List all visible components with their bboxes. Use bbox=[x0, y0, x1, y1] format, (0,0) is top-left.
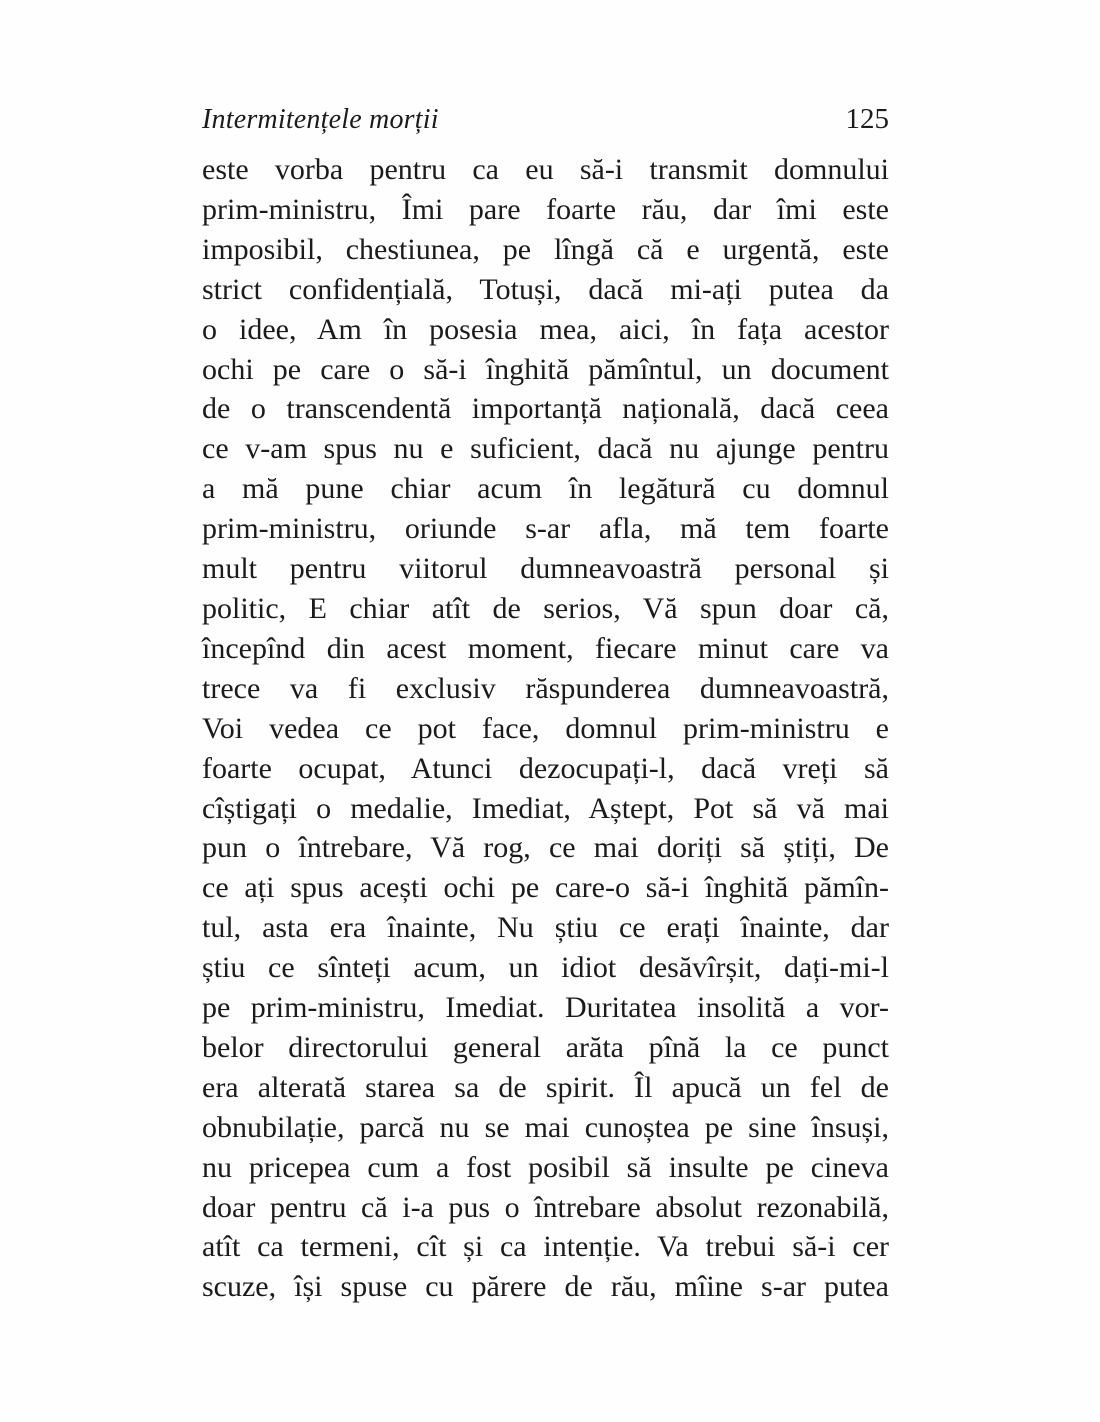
text-line: tul, asta era înainte, Nu știu ce erați înainte, dar bbox=[202, 911, 889, 945]
text-line: ce v-am spus nu e suficient, dacă nu ajunge pentru bbox=[202, 432, 889, 466]
text-line: doar pentru că i-a pus o întrebare absolut rezonabilă, bbox=[202, 1190, 889, 1224]
text-line: obnubilație, parcă nu se mai cunoștea pe sine însuși, bbox=[202, 1110, 889, 1144]
body-text bbox=[202, 150, 889, 1307]
text-line: a mă pune chiar acum în legătură cu domnul bbox=[202, 472, 889, 506]
text-line: o idee, Am în posesia mea, aici, în fața acestor bbox=[202, 312, 889, 346]
text-line: pun o întrebare, Vă rog, ce mai doriți să știți, De bbox=[202, 831, 889, 865]
text-line: scuze, își spuse cu părere de rău, mîine s-ar putea bbox=[202, 1270, 889, 1304]
text-line: belor directorului general arăta pînă la ce punct bbox=[202, 1030, 889, 1064]
text-line: ochi pe care o să-i înghită pămîntul, un document bbox=[202, 352, 889, 386]
text-line: ce ați spus acești ochi pe care-o să-i înghită pămîn- bbox=[202, 871, 889, 905]
text-line: începînd din acest moment, fiecare minut care va bbox=[202, 631, 889, 665]
text-line: foarte ocupat, Atunci dezocupați-l, dacă vreți să bbox=[202, 751, 889, 785]
text-line: imposibil, chestiunea, pe lîngă că e urgentă, este bbox=[202, 232, 889, 266]
text-line: mult pentru viitorul dumneavoastră personal și bbox=[202, 552, 889, 586]
text-line: cîștigați o medalie, Imediat, Aștept, Pot să vă mai bbox=[202, 791, 889, 825]
text-line: știu ce sînteți acum, un idiot desăvîrșit, dați-mi-l bbox=[202, 951, 889, 985]
text-line: pe prim-ministru, Imediat. Duritatea insolită a vor- bbox=[202, 991, 889, 1025]
text-line: strict confidențială, Totuși, dacă mi-ați putea da bbox=[202, 272, 889, 306]
text-line: prim-ministru, Îmi pare foarte rău, dar îmi este bbox=[202, 192, 889, 226]
running-title: Intermitențele morții bbox=[202, 104, 439, 135]
text-line: trece va fi exclusiv răspunderea dumneavoastră, bbox=[202, 671, 889, 705]
text-line: de o transcendentă importanță națională, dacă ceea bbox=[202, 392, 889, 426]
page-number: 125 bbox=[845, 103, 889, 135]
text-line: Voi vedea ce pot face, domnul prim-ministru e bbox=[202, 711, 889, 745]
text-line: prim-ministru, oriunde s-ar afla, mă tem foarte bbox=[202, 512, 889, 546]
text-line: este vorba pentru ca eu să-i transmit domnului bbox=[202, 153, 889, 186]
running-header bbox=[202, 103, 889, 136]
text-line: atît ca termeni, cît și ca intenție. Va trebui să-i cer bbox=[202, 1230, 889, 1264]
text-line: politic, E chiar atît de serios, Vă spun doar că, bbox=[202, 591, 889, 625]
text-line: nu pricepea cum a fost posibil să insulte pe cineva bbox=[202, 1150, 889, 1184]
text-line: era alterată starea sa de spirit. Îl apucă un fel de bbox=[202, 1070, 889, 1104]
